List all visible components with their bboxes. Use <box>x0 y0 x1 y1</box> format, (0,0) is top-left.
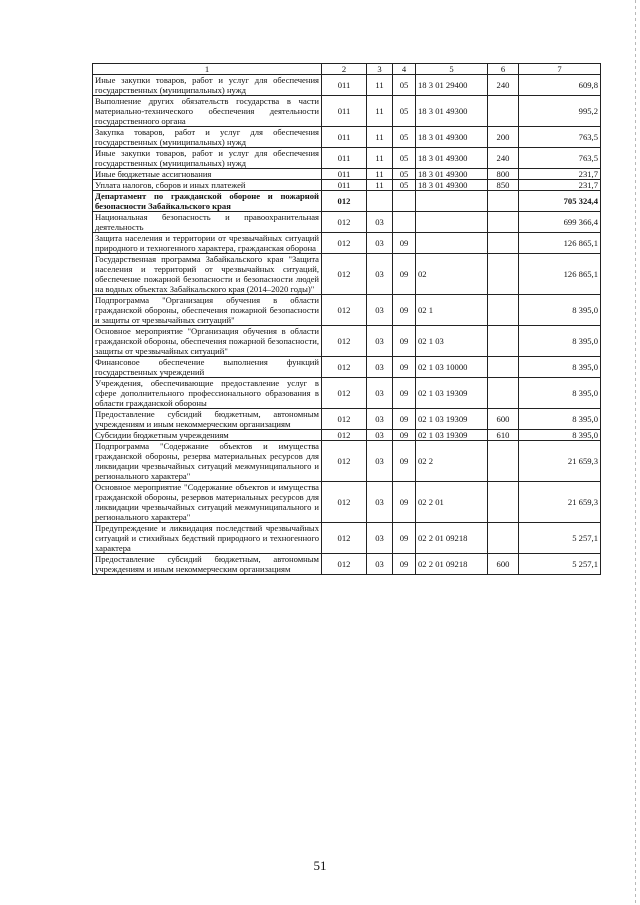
row-rz-cell: 03 <box>367 378 393 409</box>
row-vr-cell: 600 <box>488 409 519 430</box>
row-name-cell: Государственная программа Забайкальского края "Защита населения и территорий от чрезвычайных ситуаций, обеспечение пожарной безопасности и безопасности людей на водных объектах Забайкальского края (2014–2020 годы)" <box>93 254 322 295</box>
table-row <box>93 430 601 441</box>
row-sum-cell: 8 395,0 <box>519 295 601 326</box>
row-pr-cell: 09 <box>393 233 416 254</box>
row-rz-cell: 03 <box>367 212 393 233</box>
row-vr-cell <box>488 233 519 254</box>
table-row <box>93 254 601 295</box>
row-csr-cell: 02 1 03 19309 <box>416 430 488 441</box>
page-number: 51 <box>313 858 327 873</box>
row-glav-cell: 011 <box>322 96 367 127</box>
row-csr-cell: 18 3 01 29400 <box>416 75 488 96</box>
row-rz-cell: 03 <box>367 430 393 441</box>
row-name-cell: Иные бюджетные ассигнования <box>93 169 322 180</box>
row-sum-cell: 763,5 <box>519 148 601 169</box>
row-name-cell: Защита населения и территории от чрезвычайных ситуаций природного и техногенного характера, гражданская оборона <box>93 233 322 254</box>
row-sum-cell: 609,8 <box>519 75 601 96</box>
row-glav-cell: 012 <box>322 409 367 430</box>
row-pr-cell: 09 <box>393 554 416 575</box>
row-glav-cell: 012 <box>322 233 367 254</box>
row-rz-cell: 03 <box>367 409 393 430</box>
row-vr-cell: 850 <box>488 180 519 191</box>
row-pr-cell: 05 <box>393 127 416 148</box>
row-rz-cell: 03 <box>367 295 393 326</box>
row-rz-cell: 03 <box>367 554 393 575</box>
row-glav-cell: 012 <box>322 254 367 295</box>
row-csr-cell: 02 1 03 19309 <box>416 409 488 430</box>
row-glav-cell: 012 <box>322 482 367 523</box>
row-rz-cell: 11 <box>367 148 393 169</box>
table-row <box>93 441 601 482</box>
row-pr-cell: 09 <box>393 254 416 295</box>
row-name-cell: Учреждения, обеспечивающие предоставление услуг в сфере дополнительного профессионального образования в области гражданской обороны <box>93 378 322 409</box>
row-rz-cell: 11 <box>367 180 393 191</box>
row-pr-cell: 09 <box>393 523 416 554</box>
row-glav-cell: 012 <box>322 191 367 212</box>
row-pr-cell: 09 <box>393 326 416 357</box>
row-csr-cell <box>416 233 488 254</box>
table-row <box>93 409 601 430</box>
row-sum-cell: 126 865,1 <box>519 254 601 295</box>
row-rz-cell: 11 <box>367 75 393 96</box>
row-pr-cell <box>393 191 416 212</box>
row-pr-cell: 09 <box>393 409 416 430</box>
row-csr-cell: 02 1 03 <box>416 326 488 357</box>
row-glav-cell: 011 <box>322 169 367 180</box>
row-sum-cell: 995,2 <box>519 96 601 127</box>
row-rz-cell: 03 <box>367 326 393 357</box>
table-row <box>93 233 601 254</box>
row-glav-cell: 011 <box>322 75 367 96</box>
row-glav-cell: 011 <box>322 127 367 148</box>
row-vr-cell <box>488 254 519 295</box>
row-name-cell: Выполнение других обязательств государства в части материально-технического обеспечения деятельности государственного органа <box>93 96 322 127</box>
row-csr-cell: 02 2 01 09218 <box>416 523 488 554</box>
row-name-cell: Финансовое обеспечение выполнения функций государственных учреждений <box>93 357 322 378</box>
row-glav-cell: 012 <box>322 212 367 233</box>
row-sum-cell: 8 395,0 <box>519 430 601 441</box>
row-pr-cell: 05 <box>393 148 416 169</box>
row-sum-cell: 8 395,0 <box>519 378 601 409</box>
row-csr-cell: 18 3 01 49300 <box>416 96 488 127</box>
table-row <box>93 357 601 378</box>
row-csr-cell: 02 2 01 <box>416 482 488 523</box>
budget-table <box>92 63 601 575</box>
column-header-1: 1 <box>93 64 322 75</box>
row-glav-cell: 012 <box>322 378 367 409</box>
row-sum-cell: 5 257,1 <box>519 554 601 575</box>
table-row <box>93 326 601 357</box>
row-rz-cell <box>367 191 393 212</box>
row-name-cell: Закупка товаров, работ и услуг для обеспечения государственных (муниципальных) нужд <box>93 127 322 148</box>
row-pr-cell <box>393 212 416 233</box>
row-glav-cell: 012 <box>322 430 367 441</box>
row-vr-cell: 600 <box>488 554 519 575</box>
row-csr-cell: 02 1 <box>416 295 488 326</box>
table-row <box>93 148 601 169</box>
table-row <box>93 96 601 127</box>
row-csr-cell <box>416 212 488 233</box>
row-rz-cell: 03 <box>367 233 393 254</box>
row-glav-cell: 011 <box>322 148 367 169</box>
row-pr-cell: 05 <box>393 75 416 96</box>
table-row <box>93 482 601 523</box>
row-sum-cell: 21 659,3 <box>519 482 601 523</box>
row-csr-cell: 18 3 01 49300 <box>416 148 488 169</box>
row-name-cell: Основное мероприятие "Содержание объектов и имущества гражданской обороны, резервов материальных ресурсов для ликвидации чрезвычайных ситуаций межмуниципального и регионального характера" <box>93 482 322 523</box>
row-csr-cell: 02 <box>416 254 488 295</box>
row-rz-cell: 03 <box>367 357 393 378</box>
table-row <box>93 180 601 191</box>
row-sum-cell: 5 257,1 <box>519 523 601 554</box>
row-sum-cell: 231,7 <box>519 180 601 191</box>
row-name-cell: Департамент по гражданской обороне и пожарной безопасности Забайкальского края <box>93 191 322 212</box>
row-name-cell: Подпрограмма "Содержание объектов и имущества гражданской обороны, резерва материальных ресурсов для ликвидации чрезвычайных ситуаций межмуниципального и регионального характера" <box>93 441 322 482</box>
row-glav-cell: 012 <box>322 295 367 326</box>
row-csr-cell: 18 3 01 49300 <box>416 127 488 148</box>
row-pr-cell: 05 <box>393 180 416 191</box>
row-pr-cell: 05 <box>393 169 416 180</box>
row-sum-cell: 21 659,3 <box>519 441 601 482</box>
row-vr-cell <box>488 326 519 357</box>
row-name-cell: Предупреждение и ликвидация последствий чрезвычайных ситуаций и стихийных бедствий природного и техногенного характера <box>93 523 322 554</box>
column-header-5: 5 <box>416 64 488 75</box>
row-sum-cell: 8 395,0 <box>519 326 601 357</box>
table-row <box>93 378 601 409</box>
row-glav-cell: 012 <box>322 523 367 554</box>
row-name-cell: Субсидии бюджетным учреждениям <box>93 430 322 441</box>
row-csr-cell <box>416 191 488 212</box>
row-csr-cell: 02 2 <box>416 441 488 482</box>
column-header-4: 4 <box>393 64 416 75</box>
table-row <box>93 191 601 212</box>
row-sum-cell: 8 395,0 <box>519 409 601 430</box>
page-edge <box>635 0 636 905</box>
row-vr-cell <box>488 191 519 212</box>
row-pr-cell: 09 <box>393 441 416 482</box>
row-vr-cell: 610 <box>488 430 519 441</box>
row-sum-cell: 8 395,0 <box>519 357 601 378</box>
row-vr-cell <box>488 441 519 482</box>
row-vr-cell <box>488 482 519 523</box>
row-pr-cell: 05 <box>393 96 416 127</box>
row-pr-cell: 09 <box>393 482 416 523</box>
column-header-6: 6 <box>488 64 519 75</box>
row-sum-cell: 763,5 <box>519 127 601 148</box>
row-glav-cell: 012 <box>322 357 367 378</box>
row-vr-cell <box>488 378 519 409</box>
header-row <box>93 64 601 75</box>
row-csr-cell: 18 3 01 49300 <box>416 169 488 180</box>
table-row <box>93 75 601 96</box>
row-rz-cell: 11 <box>367 127 393 148</box>
row-pr-cell: 09 <box>393 378 416 409</box>
row-name-cell: Основное мероприятие "Организация обучения в области гражданской обороны, обеспечения пожарной безопасности, защиты от чрезвычайных ситуаций" <box>93 326 322 357</box>
table-row <box>93 554 601 575</box>
row-rz-cell: 03 <box>367 482 393 523</box>
table-row <box>93 295 601 326</box>
row-name-cell: Подпрограмма "Организация обучения в области гражданской обороны, обеспечения пожарной безопасности и защиты от чрезвычайных ситуаций" <box>93 295 322 326</box>
row-vr-cell <box>488 96 519 127</box>
column-header-3: 3 <box>367 64 393 75</box>
table-row <box>93 523 601 554</box>
row-vr-cell: 240 <box>488 75 519 96</box>
row-name-cell: Национальная безопасность и правоохранительная деятельность <box>93 212 322 233</box>
column-header-7: 7 <box>519 64 601 75</box>
column-header-2: 2 <box>322 64 367 75</box>
row-csr-cell: 02 2 01 09218 <box>416 554 488 575</box>
row-vr-cell <box>488 357 519 378</box>
row-rz-cell: 03 <box>367 523 393 554</box>
row-rz-cell: 03 <box>367 254 393 295</box>
row-pr-cell: 09 <box>393 430 416 441</box>
row-rz-cell: 11 <box>367 169 393 180</box>
row-rz-cell: 11 <box>367 96 393 127</box>
row-sum-cell: 705 324,4 <box>519 191 601 212</box>
row-csr-cell: 02 1 03 19309 <box>416 378 488 409</box>
row-vr-cell <box>488 295 519 326</box>
row-name-cell: Предоставление субсидий бюджетным, автономным учреждениям и иным некоммерческим организациям <box>93 554 322 575</box>
row-sum-cell: 126 865,1 <box>519 233 601 254</box>
row-vr-cell: 240 <box>488 148 519 169</box>
row-pr-cell: 09 <box>393 357 416 378</box>
table-body <box>93 75 601 575</box>
row-csr-cell: 18 3 01 49300 <box>416 180 488 191</box>
row-name-cell: Иные закупки товаров, работ и услуг для обеспечения государственных (муниципальных) нужд <box>93 75 322 96</box>
row-sum-cell: 699 366,4 <box>519 212 601 233</box>
row-glav-cell: 012 <box>322 441 367 482</box>
row-vr-cell <box>488 523 519 554</box>
row-glav-cell: 012 <box>322 554 367 575</box>
row-name-cell: Предоставление субсидий бюджетным, автономным учреждениям и иным некоммерческим организациям <box>93 409 322 430</box>
row-name-cell: Иные закупки товаров, работ и услуг для обеспечения государственных (муниципальных) нужд <box>93 148 322 169</box>
row-vr-cell: 800 <box>488 169 519 180</box>
row-pr-cell: 09 <box>393 295 416 326</box>
table-row <box>93 169 601 180</box>
row-glav-cell: 011 <box>322 180 367 191</box>
row-glav-cell: 012 <box>322 326 367 357</box>
table-row <box>93 127 601 148</box>
row-rz-cell: 03 <box>367 441 393 482</box>
row-csr-cell: 02 1 03 10000 <box>416 357 488 378</box>
table-row <box>93 212 601 233</box>
row-sum-cell: 231,7 <box>519 169 601 180</box>
row-vr-cell: 200 <box>488 127 519 148</box>
row-vr-cell <box>488 212 519 233</box>
row-name-cell: Уплата налогов, сборов и иных платежей <box>93 180 322 191</box>
